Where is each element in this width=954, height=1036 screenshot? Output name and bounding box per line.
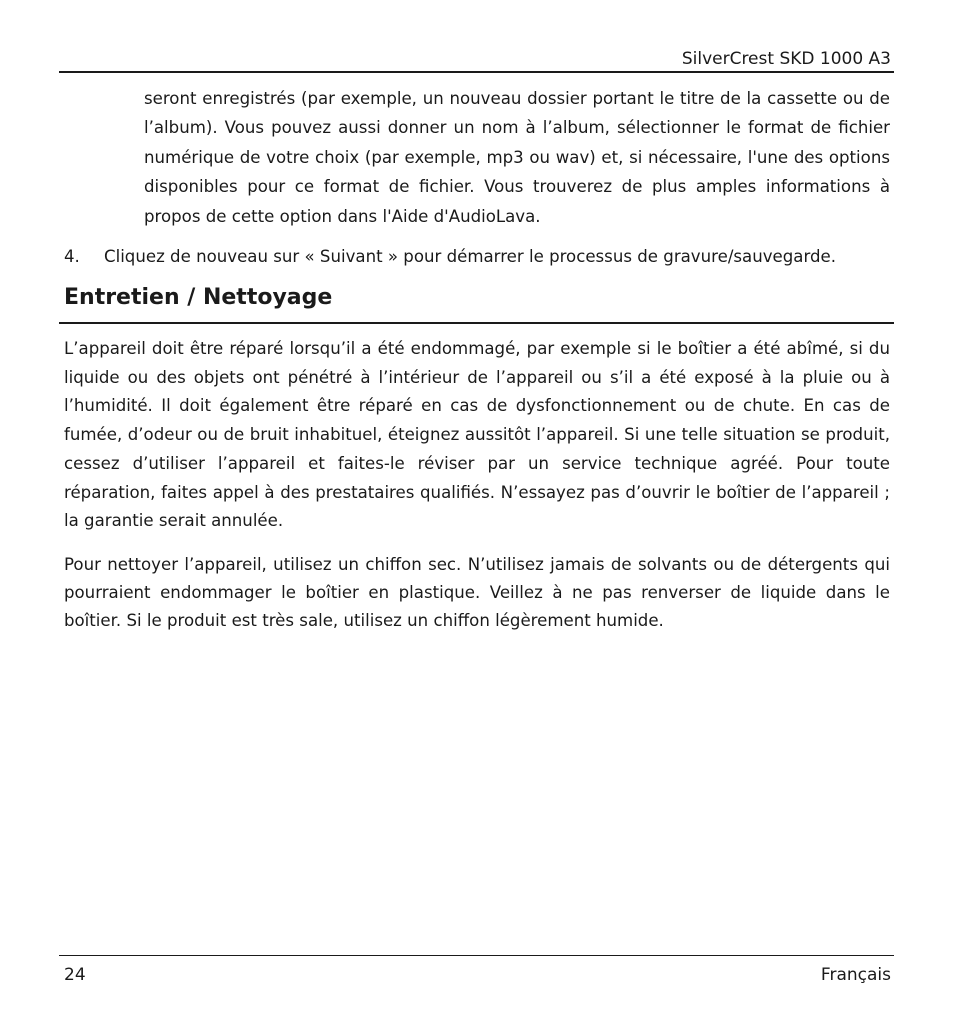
step-number: 4. <box>64 247 80 266</box>
page-number: 24 <box>64 965 86 985</box>
cleaning-paragraph: Pour nettoyer l’appareil, utilisez un chiffon sec. N’utilisez jamais de solvants ou de détergents qui pourraient endommager le boîtier en plastique. Veillez à ne pas renverser de liquide dans le boîtier. Si le produit est très sale, utilisez un chiffon légèrement humide. <box>64 555 890 631</box>
numbered-step <box>64 242 894 271</box>
maintenance-paragraph: L’appareil doit être réparé lorsqu’il a été endommagé, par exemple si le boîtier a été abîmé, si du liquide ou des objets ont pénétré à l’intérieur de l’appareil ou s’il a été exposé à la pluie ou à l’humidité. Il doit également être réparé en cas de dysfonctionnement ou de chute. En cas de fumée, d’odeur ou de bruit inhabituel, éteignez aussitôt l’appareil. Si une telle situation se produit, cessez d’utiliser l’appareil et faites-le réviser par un service technique agréé. Pour toute réparation, faites appel à des prestataires qualifiés. N’essayez pas d’ouvrir le boîtier de l’appareil ; la garantie serait annulée. <box>64 339 890 531</box>
header-divider <box>59 71 894 73</box>
continuation-paragraph: seront enregistrés (par exemple, un nouveau dossier portant le titre de la cassette ou de l’album). Vous pouvez aussi donner un nom à l’album, sélectionner le format de fichier numérique de votre choix (par exemple, mp3 ou wav) et, si nécessaire, l'une des options disponibles pour ce format de fichier. Vous trouverez de plus amples informations à propos de cette option dans l'Aide d'AudioLava. <box>144 89 890 226</box>
step-text: Cliquez de nouveau sur « Suivant » pour démarrer le processus de gravure/sauvegarde. <box>104 247 837 266</box>
section-heading: Entretien / Nettoyage <box>64 285 333 310</box>
footer-language: Français <box>820 965 891 985</box>
section-divider <box>59 322 894 324</box>
document-header-title: SilverCrest SKD 1000 A3 <box>681 49 891 69</box>
footer-divider <box>59 955 894 956</box>
